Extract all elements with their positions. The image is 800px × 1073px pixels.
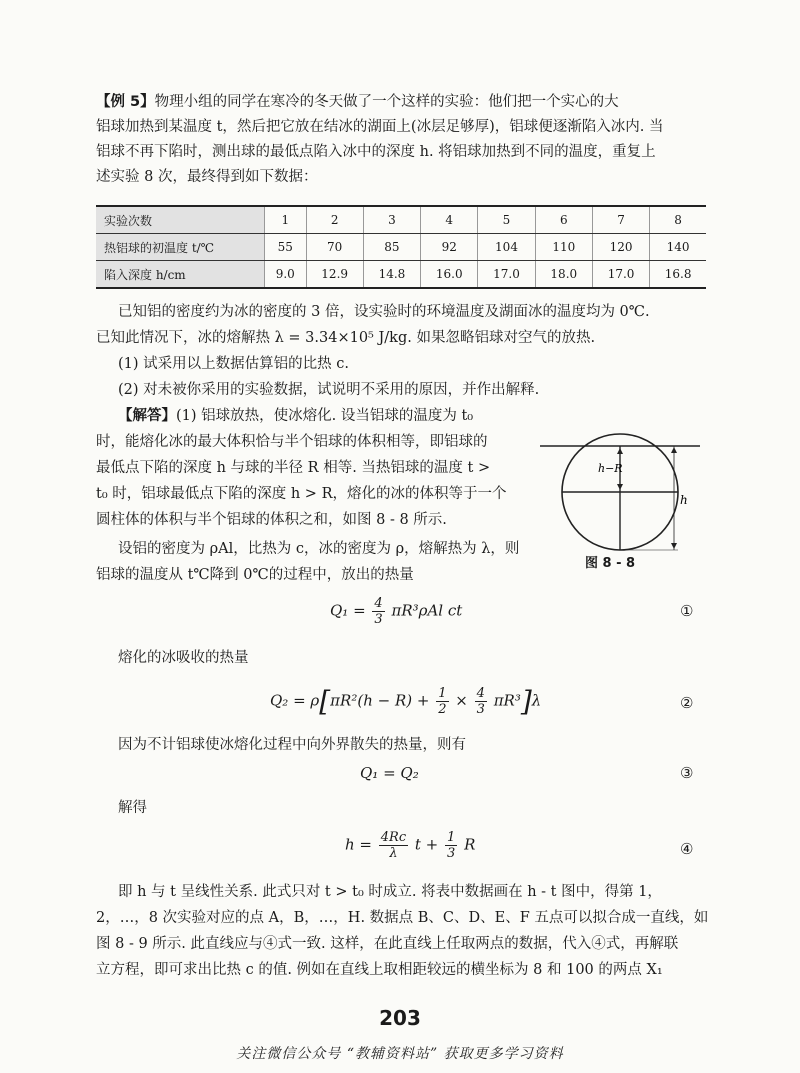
table-cell: 陷入深度 h/cm bbox=[96, 261, 265, 289]
solution-line-2: 时，能熔化冰的最大体积恰与半个铝球的体积相等，即铝球的 bbox=[96, 434, 488, 450]
example-line-1 bbox=[96, 90, 619, 114]
table-cell: 16.0 bbox=[421, 261, 478, 289]
label-h: h bbox=[680, 493, 688, 507]
table-cell: 9.0 bbox=[265, 261, 307, 289]
table-cell: 8 bbox=[650, 206, 706, 234]
table-cell: 55 bbox=[265, 234, 307, 261]
data-table bbox=[96, 205, 706, 289]
conclusion-line-1: 即 h 与 t 呈线性关系. 此式只对 t > t₀ 时成立. 将表中数据画在 h - t 图中，得第 1， bbox=[118, 884, 662, 900]
table-cell: 2 bbox=[306, 206, 363, 234]
table-cell: 3 bbox=[363, 206, 420, 234]
table-cell: 70 bbox=[306, 234, 363, 261]
solution-line-4: t₀ 时，铝球最低点下陷的深度 h > R，熔化的冰的体积等于一个 bbox=[96, 486, 507, 502]
solution-tag: 【解答】 bbox=[118, 408, 176, 424]
label-h-minus-r: h−R bbox=[598, 462, 623, 475]
table-cell: 17.0 bbox=[592, 261, 649, 289]
table-cell: 实验次数 bbox=[96, 206, 265, 234]
question-1: (1) 试采用以上数据估算铝的比热 c. bbox=[118, 356, 349, 372]
given-line-2: 已知此情况下，冰的熔解热 λ = 3.34×10⁵ J/kg. 如果忽略铝球对空气的放热. bbox=[96, 330, 596, 346]
table-cell: 14.8 bbox=[363, 261, 420, 289]
table-row bbox=[96, 206, 706, 234]
table-cell: 热铝球的初温度 t/℃ bbox=[96, 234, 265, 261]
table-cell: 6 bbox=[535, 206, 592, 234]
conclusion-line-2: 2，…，8 次实验对应的点 A，B，…，H. 数据点 B、C、D、E、F 五点可以拟合成一直线，如 bbox=[96, 910, 709, 926]
equation-4-marker: ④ bbox=[680, 840, 694, 858]
table-cell: 110 bbox=[535, 234, 592, 261]
example-tag: 【例 5】 bbox=[96, 94, 155, 110]
equation-3: Q₁ = Q₂ bbox=[360, 764, 419, 782]
density-line-2: 铝球的温度从 t℃降到 0℃的过程中，放出的热量 bbox=[96, 567, 414, 583]
table-cell: 7 bbox=[592, 206, 649, 234]
table-cell: 85 bbox=[363, 234, 420, 261]
example-line-2: 铝球加热到某温度 t，然后把它放在结冰的湖面上(冰层足够厚)，铝球便逐渐陷入冰内. 当 bbox=[96, 119, 664, 135]
table-cell: 5 bbox=[478, 206, 535, 234]
solution-line-5: 圆柱体的体积与半个铝球的体积之和，如图 8 - 8 所示. bbox=[96, 512, 447, 528]
table-row bbox=[96, 234, 706, 261]
conclusion-line-3: 图 8 - 9 所示. 此直线应与④式一致. 这样，在此直线上任取两点的数据，代入④式，再解联 bbox=[96, 936, 679, 952]
equation-1-marker: ① bbox=[680, 602, 694, 620]
example-line-4: 述实验 8 次，最终得到如下数据： bbox=[96, 169, 318, 185]
density-line-1: 设铝的密度为 ρAl，比热为 c，冰的密度为 ρ，熔解热为 λ，则 bbox=[118, 541, 520, 557]
sphere-diagram bbox=[540, 418, 710, 558]
solution-line-3: 最低点下陷的深度 h 与球的半径 R 相等. 当热铝球的温度 t > bbox=[96, 460, 491, 476]
table-row bbox=[96, 261, 706, 289]
equation-2-marker: ② bbox=[680, 694, 694, 712]
equation-3-marker: ③ bbox=[680, 764, 694, 782]
equation-4: h = $\frac{4Rc}{\lambda}$ t + $\frac{1}{3}$ R bbox=[345, 830, 476, 861]
example-text-1: 物理小组的同学在寒冷的冬天做了一个这样的实验：他们把一个实心的大 bbox=[154, 94, 619, 110]
page-number: 203 bbox=[379, 1006, 421, 1030]
table-cell: 1 bbox=[265, 206, 307, 234]
solution-line-1 bbox=[118, 404, 473, 428]
figure-caption: 图 8 - 8 bbox=[585, 556, 636, 571]
balance-label: 因为不计铝球使冰熔化过程中向外界散失的热量，则有 bbox=[118, 737, 466, 753]
table-cell: 140 bbox=[650, 234, 706, 261]
table-cell: 12.9 bbox=[306, 261, 363, 289]
conclusion-line-4: 立方程，即可求出比热 c 的值. 例如在直线上取相距较远的横坐标为 8 和 100 的两点 X₁ bbox=[96, 962, 663, 978]
table-cell: 104 bbox=[478, 234, 535, 261]
table-cell: 17.0 bbox=[478, 261, 535, 289]
table-cell: 18.0 bbox=[535, 261, 592, 289]
table-cell: 4 bbox=[421, 206, 478, 234]
solve-label: 解得 bbox=[118, 800, 147, 816]
table-cell: 92 bbox=[421, 234, 478, 261]
solution-first: (1) 铝球放热，使冰熔化. 设当铝球的温度为 t₀ bbox=[176, 408, 474, 424]
table-cell: 16.8 bbox=[650, 261, 706, 289]
equation-2: Q₂ = ρ[πR²(h − R) + $\frac{1}{2}$ × $\frac{4}{3}$ πR³]λ bbox=[270, 685, 542, 718]
melt-label: 熔化的冰吸收的热量 bbox=[118, 650, 249, 666]
question-2: (2) 对未被你采用的实验数据，试说明不采用的原因，并作出解释. bbox=[118, 382, 540, 398]
footer-note: 关注微信公众号 “教辅资料站” 获取更多学习资料 bbox=[236, 1046, 564, 1062]
given-line-1: 已知铝的密度约为冰的密度的 3 倍，设实验时的环境温度及湖面冰的温度均为 0℃. bbox=[118, 304, 650, 320]
example-line-3: 铝球不再下陷时，测出球的最低点陷入冰中的深度 h. 将铝球加热到不同的温度，重复上 bbox=[96, 144, 656, 160]
equation-1: Q₁ = $\frac{4}{3}$ πR³ρAl ct bbox=[330, 596, 463, 627]
table-cell: 120 bbox=[592, 234, 649, 261]
